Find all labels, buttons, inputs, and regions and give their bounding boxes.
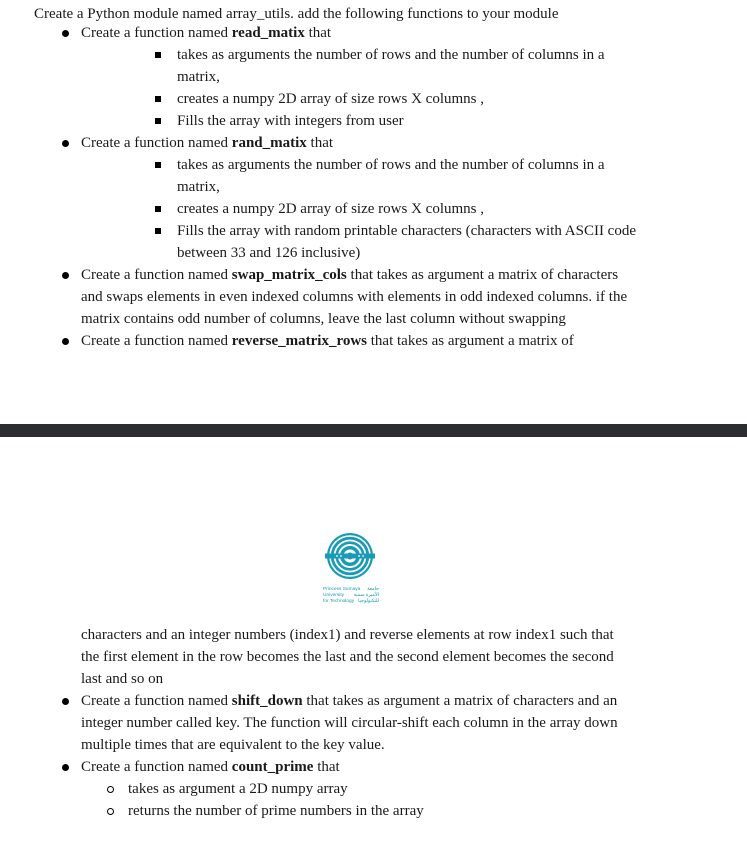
bullet-square <box>155 206 161 212</box>
function-name: rand_matix <box>231 135 307 151</box>
sub-item-cont: between 33 and 126 inclusive) <box>177 245 361 261</box>
bullet-square <box>155 228 161 234</box>
logo-name-ar: الأميرة سمية <box>353 593 379 598</box>
page-divider <box>0 424 747 437</box>
continuation-text: characters and an integer numbers (index1) and reverse elements at row index1 such that <box>81 627 614 643</box>
rand-matix-item: Create a function named rand_matix that <box>81 135 334 151</box>
bullet-square <box>155 52 161 58</box>
bullet-dot <box>62 272 69 279</box>
count-prime-item: Create a function named count_prime that <box>81 759 340 775</box>
function-name: shift_down <box>231 693 303 709</box>
university-emblem-icon <box>317 527 383 587</box>
sub-item: Fills the array with integers from user <box>177 113 404 129</box>
bullet-dot <box>62 338 69 345</box>
reverse-matrix-rows-item: Create a function named reverse_matrix_rows that takes as argument a matrix of <box>81 333 574 349</box>
sub-item-cont: matrix, <box>177 179 220 195</box>
logo-name-ar: جامعة <box>367 587 379 592</box>
bullet-square <box>155 96 161 102</box>
logo-name-en: for Technology <box>323 599 355 604</box>
item-cont: and swaps elements in even indexed columns with elements in odd indexed columns. if the <box>81 289 628 305</box>
sub-item: returns the number of prime numbers in the array <box>128 803 424 819</box>
sub-item: takes as arguments the number of rows and the number of columns in a <box>177 157 605 173</box>
bullet-square <box>155 162 161 168</box>
sub-item: Fills the array with random printable characters (characters with ASCII code <box>177 223 637 239</box>
read-matix-item: Create a function named read_matix that <box>81 25 332 41</box>
logo-name-en: University <box>323 593 345 598</box>
bullet-dot <box>62 764 69 771</box>
continuation-text: last and so on <box>81 671 164 687</box>
logo-name-en: Princess Sumaya <box>323 587 361 592</box>
item-cont: matrix contains odd number of columns, leave the last column without swapping <box>81 311 566 327</box>
function-name: count_prime <box>231 759 314 775</box>
sub-item-cont: matrix, <box>177 69 220 85</box>
continuation-text: the first element in the row becomes the last and the second element becomes the second <box>81 649 614 665</box>
university-logo <box>317 527 383 613</box>
bullet-dot <box>62 698 69 705</box>
item-cont: multiple times that are equivalent to the key value. <box>81 737 385 753</box>
bullet-circle <box>107 808 114 815</box>
sub-item: creates a numpy 2D array of size rows X columns , <box>177 201 484 217</box>
intro-text: Create a Python module named array_utils. add the following functions to your module <box>34 6 559 22</box>
function-name: reverse_matrix_rows <box>231 333 368 349</box>
bullet-circle <box>107 786 114 793</box>
function-name: read_matix <box>231 25 305 41</box>
sub-item: creates a numpy 2D array of size rows X columns , <box>177 91 484 107</box>
sub-item: takes as argument a 2D numpy array <box>128 781 348 797</box>
item-cont: integer number called key. The function will circular-shift each column in the array down <box>81 715 618 731</box>
sub-item: takes as arguments the number of rows and the number of columns in a <box>177 47 605 63</box>
bullet-square <box>155 118 161 124</box>
bullet-dot <box>62 30 69 37</box>
bullet-dot <box>62 140 69 147</box>
swap-matrix-cols-item: Create a function named swap_matrix_cols that takes as argument a matrix of characters <box>81 267 619 283</box>
function-name: swap_matrix_cols <box>231 267 347 283</box>
shift-down-item: Create a function named shift_down that takes as argument a matrix of characters and an <box>81 693 618 709</box>
logo-name-ar: للتكنولوجيا <box>358 599 379 604</box>
